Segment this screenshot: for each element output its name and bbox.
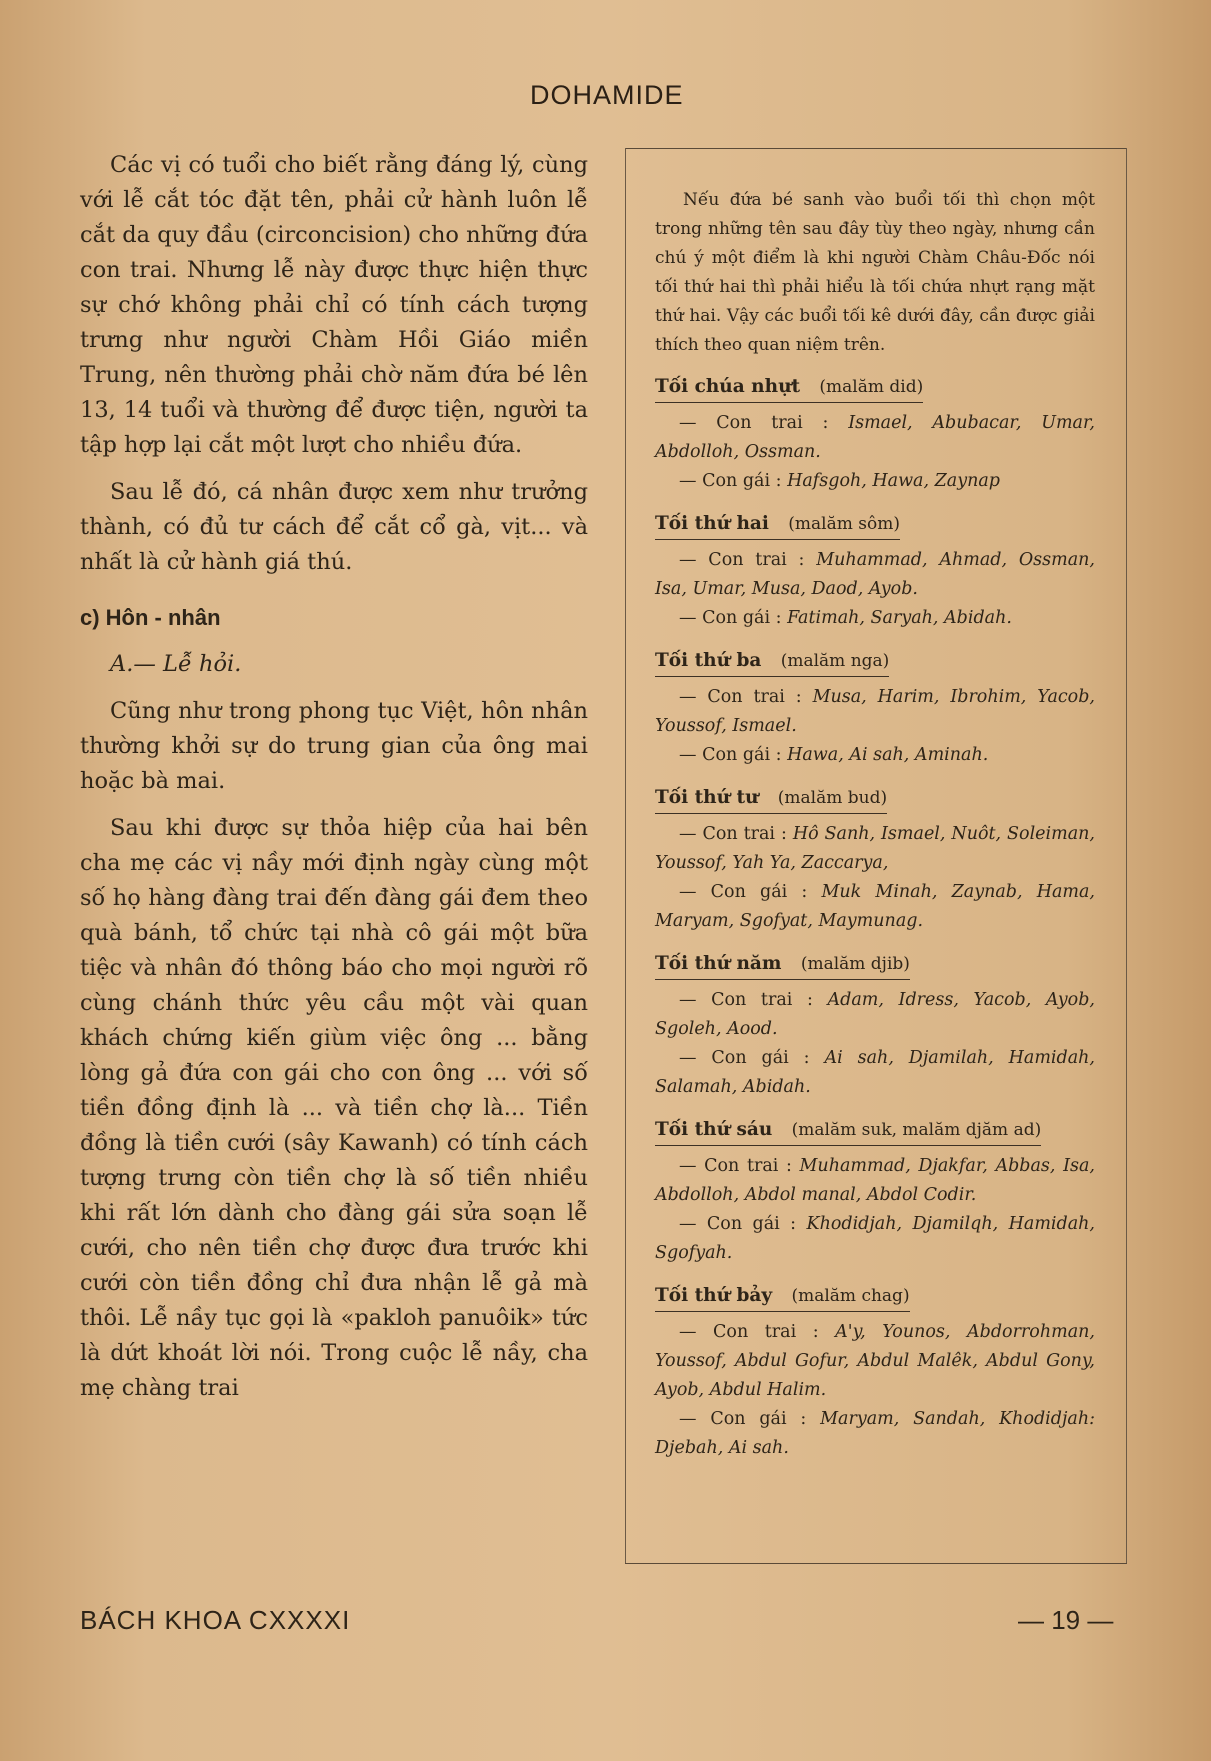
running-head: DOHAMIDE [530, 80, 684, 110]
night-entry [655, 783, 1095, 936]
paragraph: Cũng như trong phong tục Việt, hôn nhân thường khởi sự do trung gian của ông mai hoặc bà mai. [80, 698, 588, 794]
girls-names: — Con gái : Muk Minah, Zaynab, Hama, Maryam, Sgofyat, Maymunag. [655, 882, 1095, 931]
page-number: — 19 — [1018, 1605, 1114, 1635]
night-entry [655, 1281, 1095, 1463]
girls-names: — Con gái : Hafsgoh, Hawa, Zaynap [679, 471, 1000, 491]
night-entry [655, 646, 1095, 770]
right-column [655, 186, 1095, 1476]
subheading: A.— Lễ hỏi. [110, 651, 242, 677]
girls-names: — Con gái : Ai sah, Djamilah, Hamidah, Salamah, Abidah. [655, 1048, 1095, 1097]
box-bottom-rule [625, 1563, 1127, 1564]
night-title: Tối thứ bảy (malăm chag) [655, 1281, 910, 1312]
girls-names: — Con gái : Hawa, Ai sah, Aminah. [679, 745, 989, 765]
left-column [80, 148, 588, 1418]
night-entry [655, 949, 1095, 1102]
paragraph: Các vị có tuổi cho biết rằng đáng lý, cùng với lễ cắt tóc đặt tên, phải cử hành luôn lễ cắt da quy đầu (circoncision) cho những đứa con trai. Nhưng lễ này được thực hiện thực sự chớ không phải chỉ có tính cách tượng trưng như người Chàm Hồi Giáo miền Trung, nên thường phải chờ năm đứa bé lên 13, 14 tuổi và thường để được tiện, người ta tập hợp lại cắt một lượt cho nhiều đứa. [80, 152, 588, 458]
night-title: Tối thứ ba (malăm nga) [655, 646, 889, 677]
girls-names: — Con gái : Khodidjah, Djamilqh, Hamidah, Sgofyah. [655, 1214, 1095, 1263]
night-entry [655, 509, 1095, 633]
boys-names: — Con trai : Ismael, Abubacar, Umar, Abdolloh, Ossman. [655, 413, 1095, 462]
night-title: Tối chúa nhựt (malăm did) [655, 372, 923, 403]
night-entry [655, 372, 1095, 496]
boys-names: — Con trai : Adam, Idress, Yacob, Ayob, Sgoleh, Aood. [655, 990, 1095, 1039]
paragraph: Sau khi được sự thỏa hiệp của hai bên cha mẹ các vị nầy mới định ngày cùng một số họ hàng đàng trai đến đàng gái đem theo quà bánh, tổ chức tại nhà cô gái một bữa tiệc và nhân đó thông báo cho mọi người rõ cùng chánh thức yêu cầu một vài quan khách chứng kiến giùm việc ông ... bằng lòng gả đứa con gái cho con ông ... với số tiền đồng định là ... và tiền chợ là... Tiền đồng là tiền cưới (sây Kawanh) có tính cách tượng trưng còn tiền chợ là số tiền nhiều khi rất lớn dành cho đàng gái sửa soạn lễ cưới, cho nên tiền chợ được đưa trước khi cưới còn tiền đồng chỉ đưa nhận lễ gả mà thôi. Lễ nầy tục gọi là «pakloh panuôik» tức là dứt khoát lời nói. Trong cuộc lễ nầy, cha mẹ chàng trai [80, 815, 588, 1401]
night-title: Tối thứ hai (malăm sôm) [655, 509, 900, 540]
night-title: Tối thứ tư (malăm bud) [655, 783, 887, 814]
night-entry [655, 1115, 1095, 1268]
night-title: Tối thứ năm (malăm djib) [655, 949, 910, 980]
girls-names: — Con gái : Maryam, Sandah, Khodidjah: Djebah, Ai sah. [655, 1409, 1096, 1458]
intro-paragraph: Nếu đứa bé sanh vào buổi tối thì chọn một trong những tên sau đây tùy theo ngày, nhưng cần chú ý một điểm là khi người Chàm Châu-Đốc nói tối thứ hai thì phải hiểu là tối chứa nhựt rạng mặt thứ hai. Vậy các buổi tối kê dưới đây, cần được giải thích theo quan niệm trên. [655, 190, 1095, 355]
journal-footer: BÁCH KHOA CXXXXI [80, 1605, 351, 1635]
girls-names: — Con gái : Fatimah, Saryah, Abidah. [679, 608, 1012, 628]
boys-names: — Con trai : Hô Sanh, Ismael, Nuôt, Soleiman, Youssof, Yah Ya, Zaccarya, [655, 824, 1095, 873]
boys-names: — Con trai : A'y, Younos, Abdorrohman, Youssof, Abdul Gofur, Abdul Malêk, Abdul Gony, Ayob, Abdul Halim. [655, 1322, 1095, 1400]
boys-names: — Con trai : Muhammad, Ahmad, Ossman, Isa, Umar, Musa, Daod, Ayob. [655, 550, 1095, 599]
boys-names: — Con trai : Musa, Harim, Ibrohim, Yacob, Youssof, Ismael. [655, 687, 1095, 736]
boys-names: — Con trai : Muhammad, Djakfar, Abbas, Isa, Abdolloh, Abdol manal, Abdol Codir. [655, 1156, 1095, 1205]
section-heading: c) Hôn - nhân [80, 605, 221, 630]
paragraph: Sau lễ đó, cá nhân được xem như trưởng thành, có đủ tư cách để cắt cổ gà, vịt... và nhất là cử hành giá thú. [80, 479, 588, 575]
night-title: Tối thứ sáu (malăm suk, malăm djăm ad) [655, 1115, 1041, 1146]
